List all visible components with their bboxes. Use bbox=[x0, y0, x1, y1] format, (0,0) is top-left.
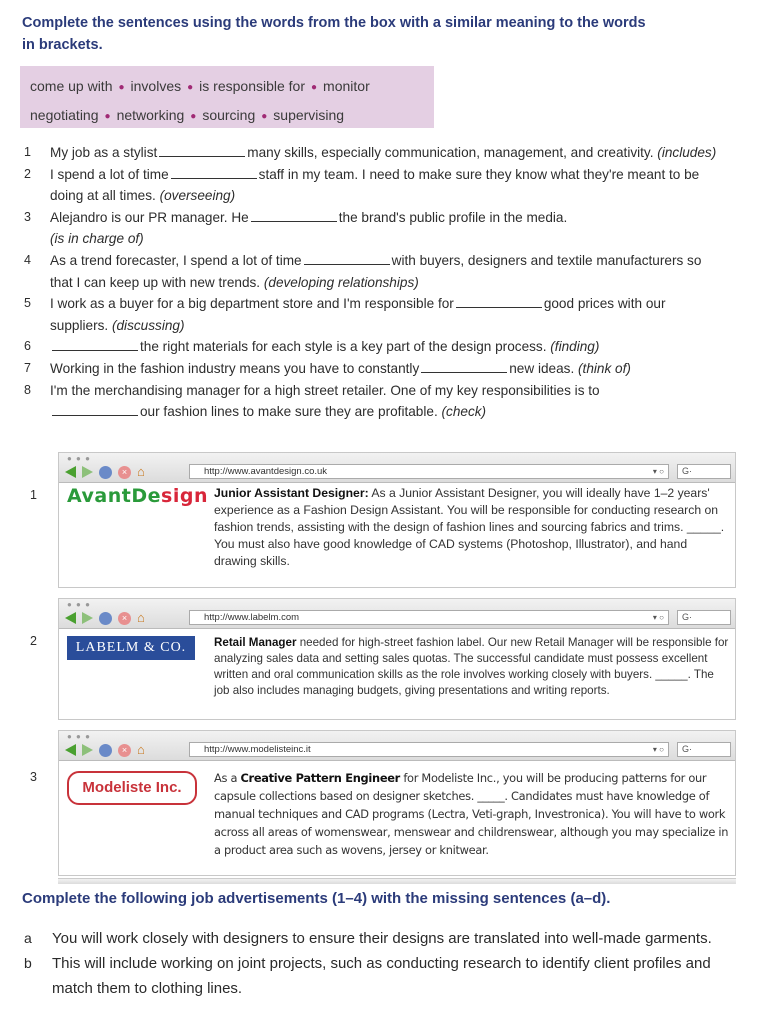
sentence-text: I work as a buyer for a big department store and I'm responsible for bbox=[50, 296, 454, 312]
sentence-hint: (discussing) bbox=[111, 317, 185, 333]
sentence-text: the brand's public profile in the media. bbox=[338, 209, 568, 225]
ad-text: As a bbox=[214, 771, 238, 785]
ad-number: 3 bbox=[30, 770, 37, 784]
modeliste-logo: Modeliste Inc. bbox=[67, 771, 197, 805]
sentence-number: 5 bbox=[24, 296, 31, 311]
home-icon[interactable]: ⌂ bbox=[137, 464, 145, 479]
browser-toolbar bbox=[59, 599, 735, 629]
reload-icon[interactable] bbox=[99, 466, 112, 479]
ad-number: 1 bbox=[30, 488, 37, 502]
sentence-number: 8 bbox=[24, 382, 31, 397]
stop-icon[interactable]: × bbox=[118, 466, 131, 479]
sentence-text: Working in the fashion industry means you have to constantly bbox=[50, 360, 420, 376]
ad-text: As a Junior Assistant Designer, you will ideally have 1–2 years' experience as a Fashion Design Assistant. You will be responsible for conducting research on fashion trends, assisting with the design of fashion lines and sourcing fabrics and trims. _____. You must also have good knowledge of CAD systems (Photoshop, Illustrator), and hand drawing skills. bbox=[214, 486, 725, 568]
instructions-top: Complete the sentences using the words from the box with a similar meaning to the words in brackets. bbox=[22, 15, 646, 53]
sentence-text: the right materials for each style is a key part of the design process. bbox=[140, 339, 547, 355]
sentence-text: My job as a stylist bbox=[50, 145, 158, 160]
answer-item bbox=[0, 926, 768, 951]
ad-text: needed for high-street fashion label. Our new Retail Manager will be responsible for analyzing sales data and setting sales quotas. The successful candidate must possess excellent written and oral communication skills as the role involves working closely with buyers. _____. The job also includes managing budgets, giving presentations and writing reports. bbox=[214, 636, 729, 697]
sentence-text: Alejandro is our PR manager. He bbox=[50, 209, 249, 225]
word-box bbox=[20, 66, 434, 128]
answer-blank[interactable] bbox=[304, 253, 390, 265]
sentence-text: many skills, especially communication, management, and creativity. bbox=[247, 145, 654, 160]
browser-window-labelm bbox=[58, 598, 736, 720]
home-icon[interactable]: ⌂ bbox=[137, 742, 145, 757]
address-bar[interactable] bbox=[189, 610, 669, 625]
bullet-icon: ● bbox=[118, 82, 125, 93]
home-icon[interactable]: ⌂ bbox=[137, 610, 145, 625]
sentence-text: I spend a lot of time bbox=[50, 166, 169, 182]
bullet-icon: ● bbox=[261, 111, 268, 122]
bullet-icon: ● bbox=[311, 82, 318, 93]
ad-title: Retail Manager bbox=[214, 636, 297, 649]
word: negotiating bbox=[30, 107, 99, 123]
answer-blank[interactable] bbox=[171, 167, 257, 179]
address-bar[interactable] bbox=[189, 742, 669, 757]
sentence-number: 3 bbox=[24, 209, 31, 224]
forward-arrow-icon[interactable] bbox=[82, 744, 93, 756]
ad-number: 2 bbox=[30, 634, 37, 648]
answer-list bbox=[0, 926, 768, 1001]
answer-item bbox=[0, 951, 768, 1001]
sentence-item bbox=[0, 250, 768, 293]
answer-text: This will include working on joint projects, such as conducting research to identify client profiles and match them to clothing lines. bbox=[52, 955, 711, 997]
sentence-hint: (overseeing) bbox=[159, 188, 236, 204]
chevron-down-icon[interactable]: ▾ ○ bbox=[652, 467, 664, 476]
word-box-row-1 bbox=[30, 73, 424, 102]
word: come up with bbox=[30, 78, 113, 94]
sentence-text: staff in my team. I need to make sure they know what they're meant to be doing at all times. bbox=[50, 166, 700, 204]
back-arrow-icon[interactable] bbox=[65, 744, 76, 756]
forward-arrow-icon[interactable] bbox=[82, 612, 93, 624]
word: networking bbox=[116, 107, 185, 123]
sentence-item bbox=[0, 293, 768, 336]
bullet-icon: ● bbox=[187, 82, 194, 93]
browser-window-avantdesign bbox=[58, 452, 736, 588]
answer-blank[interactable] bbox=[159, 145, 245, 157]
answer-blank[interactable] bbox=[251, 210, 337, 222]
sentence-hint: (includes) bbox=[657, 145, 717, 160]
ad-title: Creative Pattern Engineer bbox=[240, 771, 400, 785]
sentence-item bbox=[0, 207, 768, 250]
sentence-text: good prices with our suppliers. bbox=[50, 296, 666, 333]
word: is responsible for bbox=[199, 78, 305, 94]
window-controls[interactable]: ● ● ● bbox=[67, 732, 91, 741]
answer-blank[interactable] bbox=[456, 296, 542, 308]
chevron-down-icon[interactable]: ▾ ○ bbox=[652, 613, 664, 622]
sentence-number: 6 bbox=[24, 339, 31, 354]
reload-icon[interactable] bbox=[99, 612, 112, 625]
word: supervising bbox=[273, 107, 345, 123]
sentence-text: As a trend forecaster, I spend a lot of time bbox=[50, 252, 302, 268]
word: monitor bbox=[323, 78, 370, 94]
window-controls[interactable]: ● ● ● bbox=[67, 600, 91, 609]
sentence-text: I'm the merchandising manager for a high street retailer. One of my key responsibilities is to bbox=[50, 382, 600, 398]
url-text: http://www.labelm.com bbox=[204, 612, 300, 623]
word: involves bbox=[130, 78, 182, 94]
sentence-item bbox=[0, 164, 768, 207]
sentence-list bbox=[0, 142, 768, 423]
word: sourcing bbox=[202, 107, 256, 123]
back-arrow-icon[interactable] bbox=[65, 466, 76, 478]
back-arrow-icon[interactable] bbox=[65, 612, 76, 624]
browser-window-modeliste bbox=[58, 730, 736, 876]
sentence-hint: (developing relationships) bbox=[263, 274, 419, 290]
forward-arrow-icon[interactable] bbox=[82, 466, 93, 478]
sentence-number: 1 bbox=[24, 145, 31, 159]
answer-letter: a bbox=[24, 930, 32, 946]
browser-toolbar bbox=[59, 731, 735, 761]
window-controls[interactable]: ● ● ● bbox=[67, 454, 91, 463]
url-text: http://www.modelisteinc.it bbox=[204, 744, 311, 755]
sentence-number: 4 bbox=[24, 252, 31, 267]
sentence-hint: (think of) bbox=[578, 360, 631, 376]
sentence-number: 2 bbox=[24, 166, 31, 181]
labelm-logo: LABELM & CO. bbox=[67, 636, 195, 660]
instructions-bottom: Complete the following job advertisements (1–4) with the missing sentences (a–d). bbox=[22, 890, 611, 907]
answer-blank[interactable] bbox=[52, 404, 138, 416]
stop-icon[interactable]: × bbox=[118, 744, 131, 757]
sentence-hint: (is in charge of) bbox=[50, 231, 144, 247]
answer-text: You will work closely with designers to ensure their designs are translated into well-made garments. bbox=[52, 930, 712, 947]
ad-text: for Modeliste Inc., you will be producing patterns for our capsule collections based on designer sketches. _____. Candidates must have knowledge of manual techniques and CAD programs (Lectra, Veti-graph, Investronica). You will have to work across all areas of womenswear, menswear and childrenswear, although you may specialize in a product area such as wovens, jersey or knitwear. bbox=[214, 771, 729, 857]
url-text: http://www.avantdesign.co.uk bbox=[204, 466, 328, 477]
ad-body bbox=[214, 769, 729, 859]
reload-icon[interactable] bbox=[99, 744, 112, 757]
avantdesign-logo: AvantDesign bbox=[67, 485, 208, 507]
sentence-text: with buyers, designers and textile manufacturers so that I can keep up with new trends. bbox=[50, 252, 702, 290]
search-box[interactable]: G· bbox=[677, 610, 731, 625]
word-box-row-2 bbox=[30, 102, 424, 131]
sentence-hint: (finding) bbox=[550, 339, 600, 355]
ad-title: Junior Assistant Designer: bbox=[214, 486, 369, 500]
answer-blank[interactable] bbox=[421, 361, 507, 373]
sentence-item bbox=[0, 358, 768, 380]
sentence-text: new ideas. bbox=[509, 360, 575, 376]
ad-body bbox=[214, 485, 729, 570]
bullet-icon: ● bbox=[104, 111, 111, 122]
stop-icon[interactable]: × bbox=[118, 612, 131, 625]
answer-blank[interactable] bbox=[52, 339, 138, 351]
search-box[interactable]: G· bbox=[677, 464, 731, 479]
ad-body bbox=[214, 635, 729, 699]
sentence-number: 7 bbox=[24, 360, 31, 375]
browser-toolbar bbox=[59, 453, 735, 483]
sentence-item bbox=[0, 142, 768, 164]
answer-letter: b bbox=[24, 955, 32, 971]
search-box[interactable]: G· bbox=[677, 742, 731, 757]
sentence-item bbox=[0, 380, 768, 423]
sentence-item bbox=[0, 336, 768, 358]
address-bar[interactable] bbox=[189, 464, 669, 479]
bullet-icon: ● bbox=[190, 111, 197, 122]
sentence-text: our fashion lines to make sure they are profitable. bbox=[140, 404, 438, 420]
chevron-down-icon[interactable]: ▾ ○ bbox=[652, 745, 664, 754]
sentence-hint: (check) bbox=[441, 404, 487, 420]
browser-window-partial bbox=[58, 878, 736, 884]
